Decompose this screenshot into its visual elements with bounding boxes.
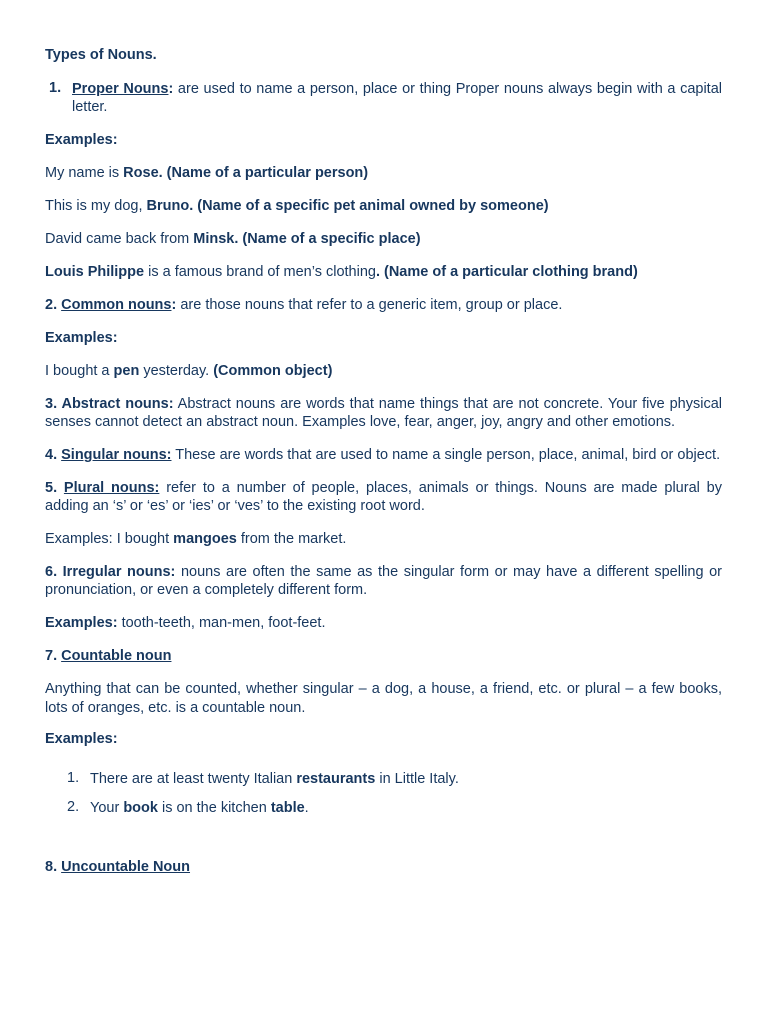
list-number: 2. bbox=[67, 799, 80, 815]
section-uncountable-noun: 8. Uncountable Noun bbox=[45, 859, 191, 875]
section-plural-nouns: 5. Plural nouns: refer to a number of people, places, animals or things. Nouns are made plural by adding an ‘s’ or ‘es’ or ‘ies’ or ‘ves’ to the existing root word. bbox=[45, 480, 722, 514]
document-page bbox=[45, 46, 722, 876]
example-line: This is my dog, Bruno. (Name of a specific pet animal owned by someone) bbox=[45, 198, 549, 214]
example-line: Examples: tooth-teeth, man-men, foot-feet. bbox=[45, 615, 326, 631]
section-heading: Proper Nouns bbox=[72, 81, 169, 97]
section-heading: Plural nouns: bbox=[63, 480, 160, 496]
section-heading: 3. Abstract nouns: bbox=[45, 396, 174, 412]
list-number: 1. bbox=[49, 80, 62, 96]
document-title: Types of Nouns. bbox=[45, 47, 157, 63]
examples-label: Examples: bbox=[45, 731, 118, 747]
section-irregular-nouns: 6. Irregular nouns: nouns are often the same as the singular form or may have a different spelling or pronunciation, or even a completely different form. bbox=[45, 564, 722, 598]
examples-label: Examples: bbox=[45, 132, 118, 148]
section-heading: Singular nouns: bbox=[61, 447, 172, 463]
example-line: I bought a pen yesterday. (Common object) bbox=[45, 363, 333, 379]
section-countable-noun: 7. Countable noun bbox=[45, 648, 172, 664]
section-abstract-nouns: 3. Abstract nouns: Abstract nouns are words that name things that are not concrete. Your five physical senses cannot detect an abstract noun. Examples love, fear, anger, joy, angry and other emotions. bbox=[45, 396, 722, 430]
example-line: Examples: I bought mangoes from the market. bbox=[45, 531, 347, 547]
section-singular-nouns: 4. Singular nouns: These are words that are used to name a single person, place, animal, bird or object. bbox=[45, 447, 721, 463]
examples-label: Examples: bbox=[45, 330, 118, 346]
list-item: 2. Your book is on the kitchen table. bbox=[67, 799, 309, 816]
section-text: Anything that can be counted, whether singular – a dog, a house, a friend, etc. or plural – a few books, lots of oranges, etc. is a countable noun. bbox=[45, 681, 722, 716]
example-line: My name is Rose. (Name of a particular person) bbox=[45, 165, 369, 181]
example-line: David came back from Minsk. (Name of a specific place) bbox=[45, 231, 421, 247]
section-heading: Countable noun bbox=[61, 648, 172, 664]
section-heading: Common nouns bbox=[61, 297, 172, 313]
section-heading: 6. Irregular nouns: bbox=[45, 564, 176, 580]
list-item: 1. There are at least twenty Italian restaurants in Little Italy. bbox=[67, 770, 459, 787]
section-heading: Uncountable Noun bbox=[61, 859, 191, 875]
section-proper-nouns bbox=[45, 80, 722, 116]
section-common-nouns: 2. Common nouns: are those nouns that refer to a generic item, group or place. bbox=[45, 297, 563, 313]
list-number: 1. bbox=[67, 770, 80, 786]
example-line: Louis Philippe is a famous brand of men’s clothing. (Name of a particular clothing brand) bbox=[45, 264, 638, 280]
section-text: Proper Nouns: are used to name a person, place or thing Proper nouns always begin with a capital letter. bbox=[72, 81, 722, 115]
